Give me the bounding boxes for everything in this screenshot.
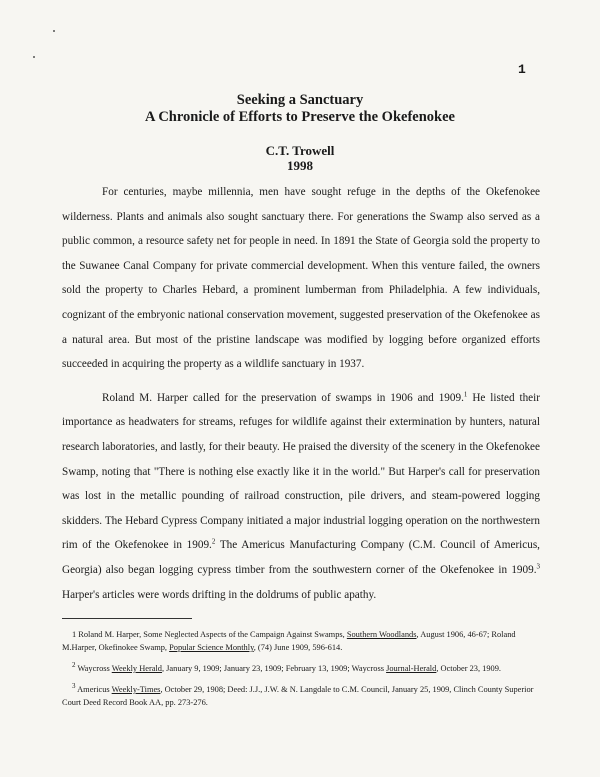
footnote-text: Americus xyxy=(75,685,112,694)
publication-year: 1998 xyxy=(287,158,313,173)
footnote-text: , January 9, 1909; January 23, 1909; February 13, 1909; Waycross xyxy=(161,664,387,673)
title-line-2: A Chronicle of Efforts to Preserve the Okefenokee xyxy=(145,109,455,125)
footnote-ref-3: 3 xyxy=(536,562,540,571)
footnote-source: Journal-Herald xyxy=(386,664,437,673)
footnote-text: , October 29, 1908; Deed: J.J., J.W. & N. Langdale to C.M. Council, January 25, 1909, Clinch County Superior Court Deed Record Book AA, pp. 273-276. xyxy=(62,685,534,707)
footnote-number: 2 xyxy=(72,661,76,670)
footnote-2 xyxy=(62,662,540,675)
footnote-ref-1: 1 xyxy=(463,390,468,399)
page-number: 1 xyxy=(518,62,526,77)
scan-speck xyxy=(53,30,55,32)
footnote-source: Southern Woodlands xyxy=(346,630,417,639)
footnote-text: , August 1906, 46-67; Roland M.Harper, Okefinokee Swamp, xyxy=(62,630,516,652)
footnote-number: 3 xyxy=(72,682,76,691)
body-text xyxy=(62,180,540,616)
document-title xyxy=(0,92,600,126)
footnote-ref-2: 2 xyxy=(211,537,216,546)
author-name: C.T. Trowell xyxy=(265,143,335,158)
footnote-3 xyxy=(62,683,540,709)
paragraph-1: For centuries, maybe millennia, men have sought refuge in the depths of the Okefenokee wilderness. Plants and animals also sought sanctuary there. For generations the Swamp also served as a public common, a resource safety net for people in need. In 1891 the State of Georgia sold the property to the Suwanee Canal Company for private commercial development. When this venture failed, the owners sold the property to Charles Hebard, a prominent lumberman from Philadelphia. A few individuals, cognizant of the embryonic national conservation movement, suggested preservation of the Okefenokee as a natural area. But most of the pristine landscape was modified by logging before organized efforts succeeded in acquiring the property as a wildlife sanctuary in 1937. xyxy=(62,186,540,371)
footnote-1 xyxy=(62,628,540,654)
footnote-text: , October 23, 1909. xyxy=(436,664,501,673)
footnote-divider xyxy=(62,618,192,619)
footnotes xyxy=(62,628,540,717)
footnote-source: Popular Science Monthly xyxy=(169,643,254,652)
footnote-text: 1 Roland M. Harper, Some Neglected Aspects of the Campaign Against Swamps, xyxy=(72,630,347,639)
paragraph-2 xyxy=(62,386,540,607)
paragraph-2-text: Roland M. Harper called for the preservation of swamps in 1906 and 1909. xyxy=(102,391,464,404)
footnote-source: Weekly-Times xyxy=(111,685,161,694)
paragraph-2-text: Harper's articles were words drifting in the doldrums of public apathy. xyxy=(62,588,377,601)
scan-speck xyxy=(33,56,35,58)
footnote-text: Waycross xyxy=(75,664,112,673)
title-line-1: Seeking a Sanctuary xyxy=(236,92,364,108)
author-block xyxy=(0,143,600,173)
paragraph-2-text: The Americus Manufacturing Company (C.M. Council of Americus, Georgia) also began logging cypress timber from the southwestern corner of the Okefenokee in 1909. xyxy=(62,539,540,576)
footnote-source: Weekly Herald xyxy=(111,664,162,673)
footnote-text: , (74) June 1909, 596-614. xyxy=(253,643,343,652)
paragraph-2-text: He listed their importance as headwaters for streams, refuges for wildlife against their extermination by hunters, natural research laboratories, and lastly, for their beauty. He praised the diversity of the scenery in the Okefenokee Swamp, noting that "There is nothing else exactly like it in the world." But Harper's call for preservation was lost in the metallic pounding of railroad construction, pile drivers, and steam-powered logging skidders. The Hebard Cypress Company initiated a major industrial logging operation on the northwestern rim of the Okefenokee in 1909. xyxy=(62,391,540,552)
